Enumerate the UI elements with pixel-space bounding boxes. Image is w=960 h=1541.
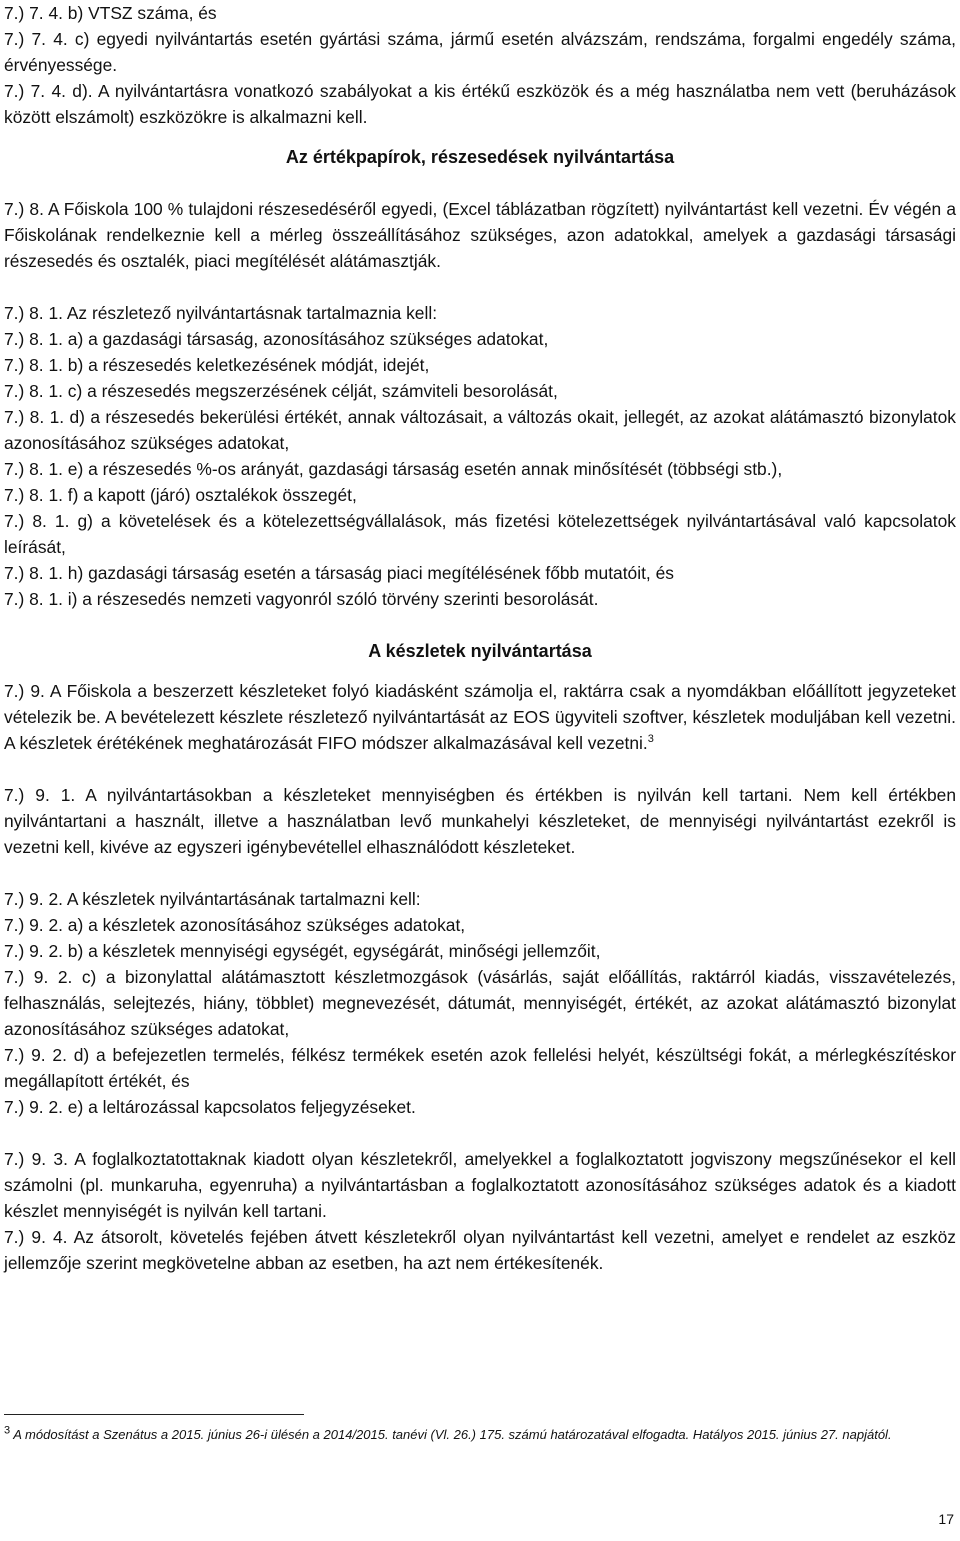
list-item-9-2-c: 7.) 9. 2. c) a bizonylattal alátámasztott készletmozgások (vásárlás, saját előállítás, raktárról kiadás, visszavételezés, felhasználás, selejtezés, hiány, többlet) megnevezését, dátumát, mennyiségét, értékét, az azokat alátámasztó bizonylat azonosításához szükséges adatokat, [4, 967, 956, 1039]
list-item-8-1-f: 7.) 8. 1. f) a kapott (járó) osztalékok összegét, [4, 485, 357, 505]
list-item-9-2-a: 7.) 9. 2. a) a készletek azonosításához szükséges adatokat, [4, 915, 466, 935]
item-7-7-4-d: 7.) 7. 4. d). A nyilvántartásra vonatkozó szabályokat a kis értékű eszközök és a még használatba nem vett (beruházások között elszámolt) eszközökre is alkalmazni kell. [4, 81, 956, 127]
list-item-8-1-e: 7.) 8. 1. e) a részesedés %-os arányát, gazdasági társaság esetén annak minősítését (többségi stb.), [4, 459, 783, 479]
paragraph-7-9-3: 7.) 9. 3. A foglalkoztatottaknak kiadott olyan készletekről, amelyekkel a foglalkoztatott jogviszony megszűnésekor el kell számolni (pl. munkaruha, egyenruha) a nyilvántartásban a foglalkoztatott azonosításához szükséges adatok és a kiadott készlet mennyiségét is nyilván kell tartani. [4, 1149, 956, 1221]
list-item-8-1-b: 7.) 8. 1. b) a részesedés keletkezésének módját, idejét, [4, 355, 430, 375]
list-item-9-2-b: 7.) 9. 2. b) a készletek mennyiségi egységét, egységárát, minőségi jellemzőit, [4, 941, 601, 961]
list-item-8-1-g: 7.) 8. 1. g) a követelések és a kötelezettségvállalások, más fizetési kötelezettségek nyilvántartásával való kapcsolatok leírását, [4, 511, 956, 557]
footnote-reference: 3 [647, 733, 654, 746]
paragraph-7-9-1: 7.) 9. 1. A nyilvántartásokban a készleteket mennyiségben és értékben is nyilván kell tartani. Nem kell értékben nyilvántartani a használt, illetve a használatban levő munkahelyi készleteket, de mennyiségi nyilvántartást ezekről is vezetni kell, kivéve az egyszeri igénybevétellel elhasználódott készleteket. [4, 785, 956, 857]
page-number: 17 [938, 1511, 954, 1527]
list-item-8-1-c: 7.) 8. 1. c) a részesedés megszerzésének célját, számviteli besorolását, [4, 381, 558, 401]
list-item-8-1-i: 7.) 8. 1. i) a részesedés nemzeti vagyonról szóló törvény szerinti besorolását. [4, 589, 599, 609]
list-item-8-1-a: 7.) 8. 1. a) a gazdasági társaság, azonosításához szükséges adatokat, [4, 329, 549, 349]
list-item-9-2-d: 7.) 9. 2. d) a befejezetlen termelés, félkész termékek esetén azok fellelési helyét, készültségi fokát, a mérlegkészítéskor megállapított értékét, és [4, 1045, 956, 1091]
list-item-9-2: 7.) 9. 2. A készletek nyilvántartásának tartalmazni kell: [4, 889, 421, 909]
section-heading-securities: Az értékpapírok, részesedések nyilvántartása [285, 147, 675, 167]
paragraph-7-9-text: 7.) 9. A Főiskola a beszerzett készleteket folyó kiadásként számolja el, raktárra csak a nyomdákban előállított jegyzeteket vételezik be. A bevételezett készlete részletező nyilvántartását az EOS ügyviteli szoftver, készletek moduljában kell vezetni. A készletek érétékének meghatározását FIFO módszer alkalmazásával kell vezetni. [4, 681, 956, 753]
item-7-7-4-b: 7.) 7. 4. b) VTSZ száma, és [4, 3, 217, 23]
section-heading-inventory: A készletek nyilvántartása [368, 641, 592, 661]
footnote-divider [4, 1414, 304, 1415]
footnote [4, 1424, 954, 1446]
paragraph-7-9-4: 7.) 9. 4. Az átsorolt, követelés fejében átvett készletekről olyan nyilvántartást kell vezetni, amelyet e rendelet az eszköz jellemzője szerint megkövetelne abban az esetben, ha azt nem értékesítenék. [4, 1227, 956, 1273]
list-item-8-1-h: 7.) 8. 1. h) gazdasági társaság esetén a társaság piaci megítélésének főbb mutatóit, és [4, 563, 674, 583]
document-page [4, 0, 956, 1276]
footnote-marker: 3 [4, 1424, 11, 1437]
item-7-7-4-c: 7.) 7. 4. c) egyedi nyilvántartás esetén gyártási száma, jármű esetén alvázszám, rendszáma, forgalmi engedély száma, érvényessége. [4, 29, 956, 75]
paragraph-7-9 [4, 678, 956, 756]
list-item-8-1-d: 7.) 8. 1. d) a részesedés bekerülési értékét, annak változásait, a változás okait, jellegét, az azokat alátámasztó bizonylatok azonosításához szükséges adatokat, [4, 407, 956, 453]
paragraph-7-8: 7.) 8. A Főiskola 100 % tulajdoni részesedéséről egyedi, (Excel táblázatban rögzített) nyilvántartást kell vezetni. Év végén a Főiskolának rendelkeznie kell a mérleg összeállításához szükséges, azon adatokkal, amelyek a gazdasági társasági részesedés és osztalék, piaci megítélését alátámasztják. [4, 199, 956, 271]
footnote-text: A módosítást a Szenátus a 2015. június 26-i ülésén a 2014/2015. tanévi (Vl. 26.) 175. számú határozatával elfogadta. Hatályos 2015. június 27. napjától. [10, 1427, 892, 1442]
list-item-8-1: 7.) 8. 1. Az részletező nyilvántartásnak tartalmaznia kell: [4, 303, 438, 323]
list-item-9-2-e: 7.) 9. 2. e) a leltározással kapcsolatos feljegyzéseket. [4, 1097, 416, 1117]
